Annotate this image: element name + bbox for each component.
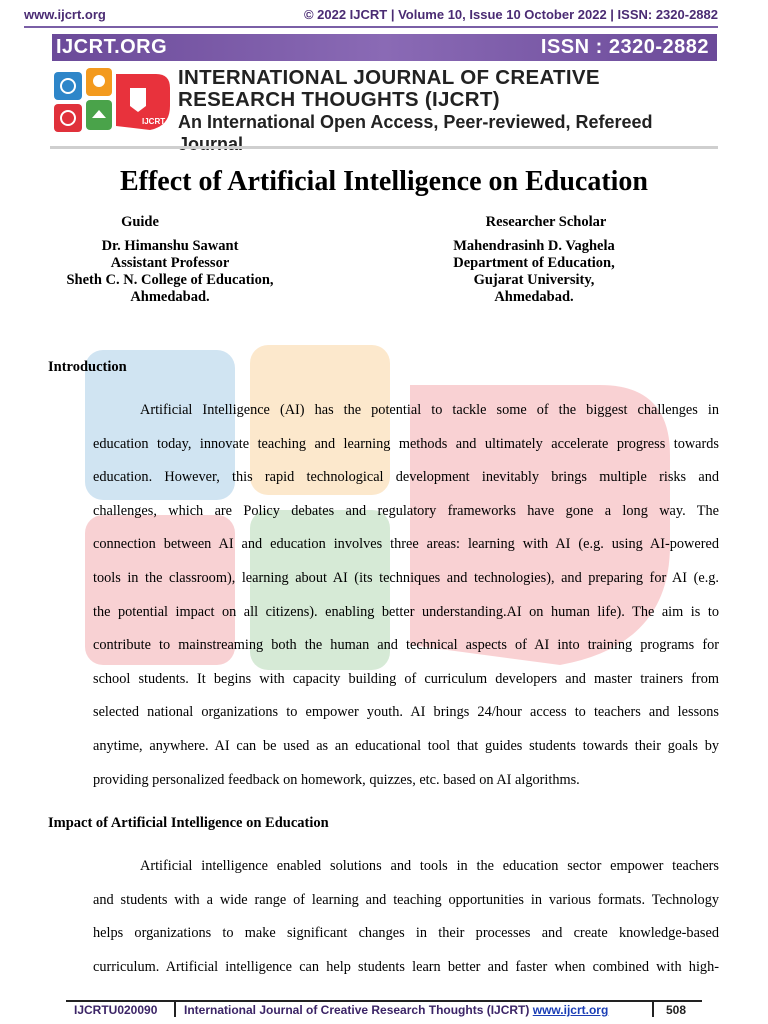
guide-role: Guide (121, 214, 159, 230)
page-number: 508 (666, 1003, 687, 1017)
footer-journal (184, 1003, 608, 1017)
journal-banner (52, 34, 717, 61)
text-line: and students with a wide range of learning and teaching opportunities in various formats. Technology (93, 891, 719, 908)
journal-title-line1: INTERNATIONAL JOURNAL OF CREATIVE (178, 66, 600, 89)
text-line: tools in the classroom), learning about AI (its techniques and technologies), and preparing for AI (e.g. (93, 569, 719, 586)
scholar-institution: Gujarat University, (473, 272, 595, 288)
footer-journal-name: International Journal of Creative Research Thoughts (IJCRT) (184, 1003, 530, 1017)
paper-code: IJCRTU020090 (74, 1003, 158, 1017)
guide-institution: Sheth C. N. College of Education, (66, 272, 274, 288)
text-line: Artificial intelligence enabled solutions and tools in the education sector empower teachers (140, 858, 719, 874)
text-line: curriculum. Artificial intelligence can help students learn better and faster when combined with high- (93, 958, 719, 975)
text-line: school students. It begins with capacity building of curriculum developers and master trainers from (93, 670, 719, 687)
journal-logo (50, 66, 174, 136)
text-line: the potential impact on all citizens). enabling better understanding.AI on human life). The aim is to (93, 603, 719, 620)
footer-separator (652, 1001, 654, 1017)
text-line: education today, innovate teaching and learning methods and ultimately accelerate progress towards (93, 435, 719, 452)
guide-name: Dr. Himanshu Sawant (101, 238, 239, 254)
journal-tagline: An International Open Access, Peer-reviewed, Refereed Journal (178, 112, 653, 154)
text-line: challenges, which are Policy debates and regulatory frameworks have gone a long way. The (93, 502, 719, 519)
citation-line: © 2022 IJCRT | Volume 10, Issue 10 October 2022 | ISSN: 2320-2882 (303, 7, 718, 22)
text-line: connection between AI and education involves three areas: learning with AI (e.g. using AI-powered (93, 536, 719, 553)
introduction-paragraph (93, 394, 719, 797)
text-line: providing personalized feedback on homework, quizzes, etc. based on AI algorithms. (93, 771, 580, 788)
journal-title-block (178, 66, 718, 155)
footer-link[interactable]: www.ijcrt.org (532, 1003, 609, 1017)
scholar-role: Researcher Scholar (485, 214, 607, 230)
text-line: education. However, this rapid technological development inevitably brings multiple risks and (93, 469, 719, 486)
logo-text: IJCRT (142, 117, 166, 126)
site-link[interactable]: www.ijcrt.org (24, 7, 106, 22)
banner-site: IJCRT.ORG (56, 36, 168, 58)
journal-title-line2: RESEARCH THOUGHTS (IJCRT) (178, 88, 500, 111)
text-line: contribute to mainstreaming both the human and technical aspects of AI into training programs for (93, 637, 719, 654)
logo-tile-blue (54, 72, 82, 100)
logo-tile-red (54, 104, 82, 132)
section-heading-impact: Impact of Artificial Intelligence on Education (48, 815, 329, 831)
scholar-block (420, 214, 648, 306)
guide-position: Assistant Professor (110, 255, 230, 271)
article-title: Effect of Artificial Intelligence on Education (119, 166, 649, 197)
scholar-department: Department of Education, (453, 255, 615, 271)
guide-city: Ahmedabad. (130, 289, 210, 305)
guide-block (50, 214, 290, 306)
header-divider (50, 146, 718, 149)
impact-paragraph (93, 850, 719, 984)
text-line: selected national organizations to empower youth. AI brings 24/hour access to teachers and lessons (93, 704, 719, 721)
page-header-bar (24, 6, 718, 28)
text-line: anytime, anywhere. AI can be used as an educational tool that guides students towards their goals by (93, 737, 719, 754)
section-heading-introduction: Introduction (48, 359, 127, 375)
text-line: Artificial Intelligence (AI) has the potential to tackle some of the biggest challenges in (140, 402, 719, 418)
banner-issn: ISSN : 2320-2882 (540, 36, 709, 58)
footer-divider (66, 1000, 702, 1002)
scholar-name: Mahendrasinh D. Vaghela (453, 238, 615, 254)
page-footer (66, 1003, 702, 1021)
footer-separator (174, 1001, 176, 1017)
text-line: helps organizations to make significant changes in their processes and create knowledge-based (93, 925, 719, 942)
scholar-city: Ahmedabad. (494, 289, 574, 305)
